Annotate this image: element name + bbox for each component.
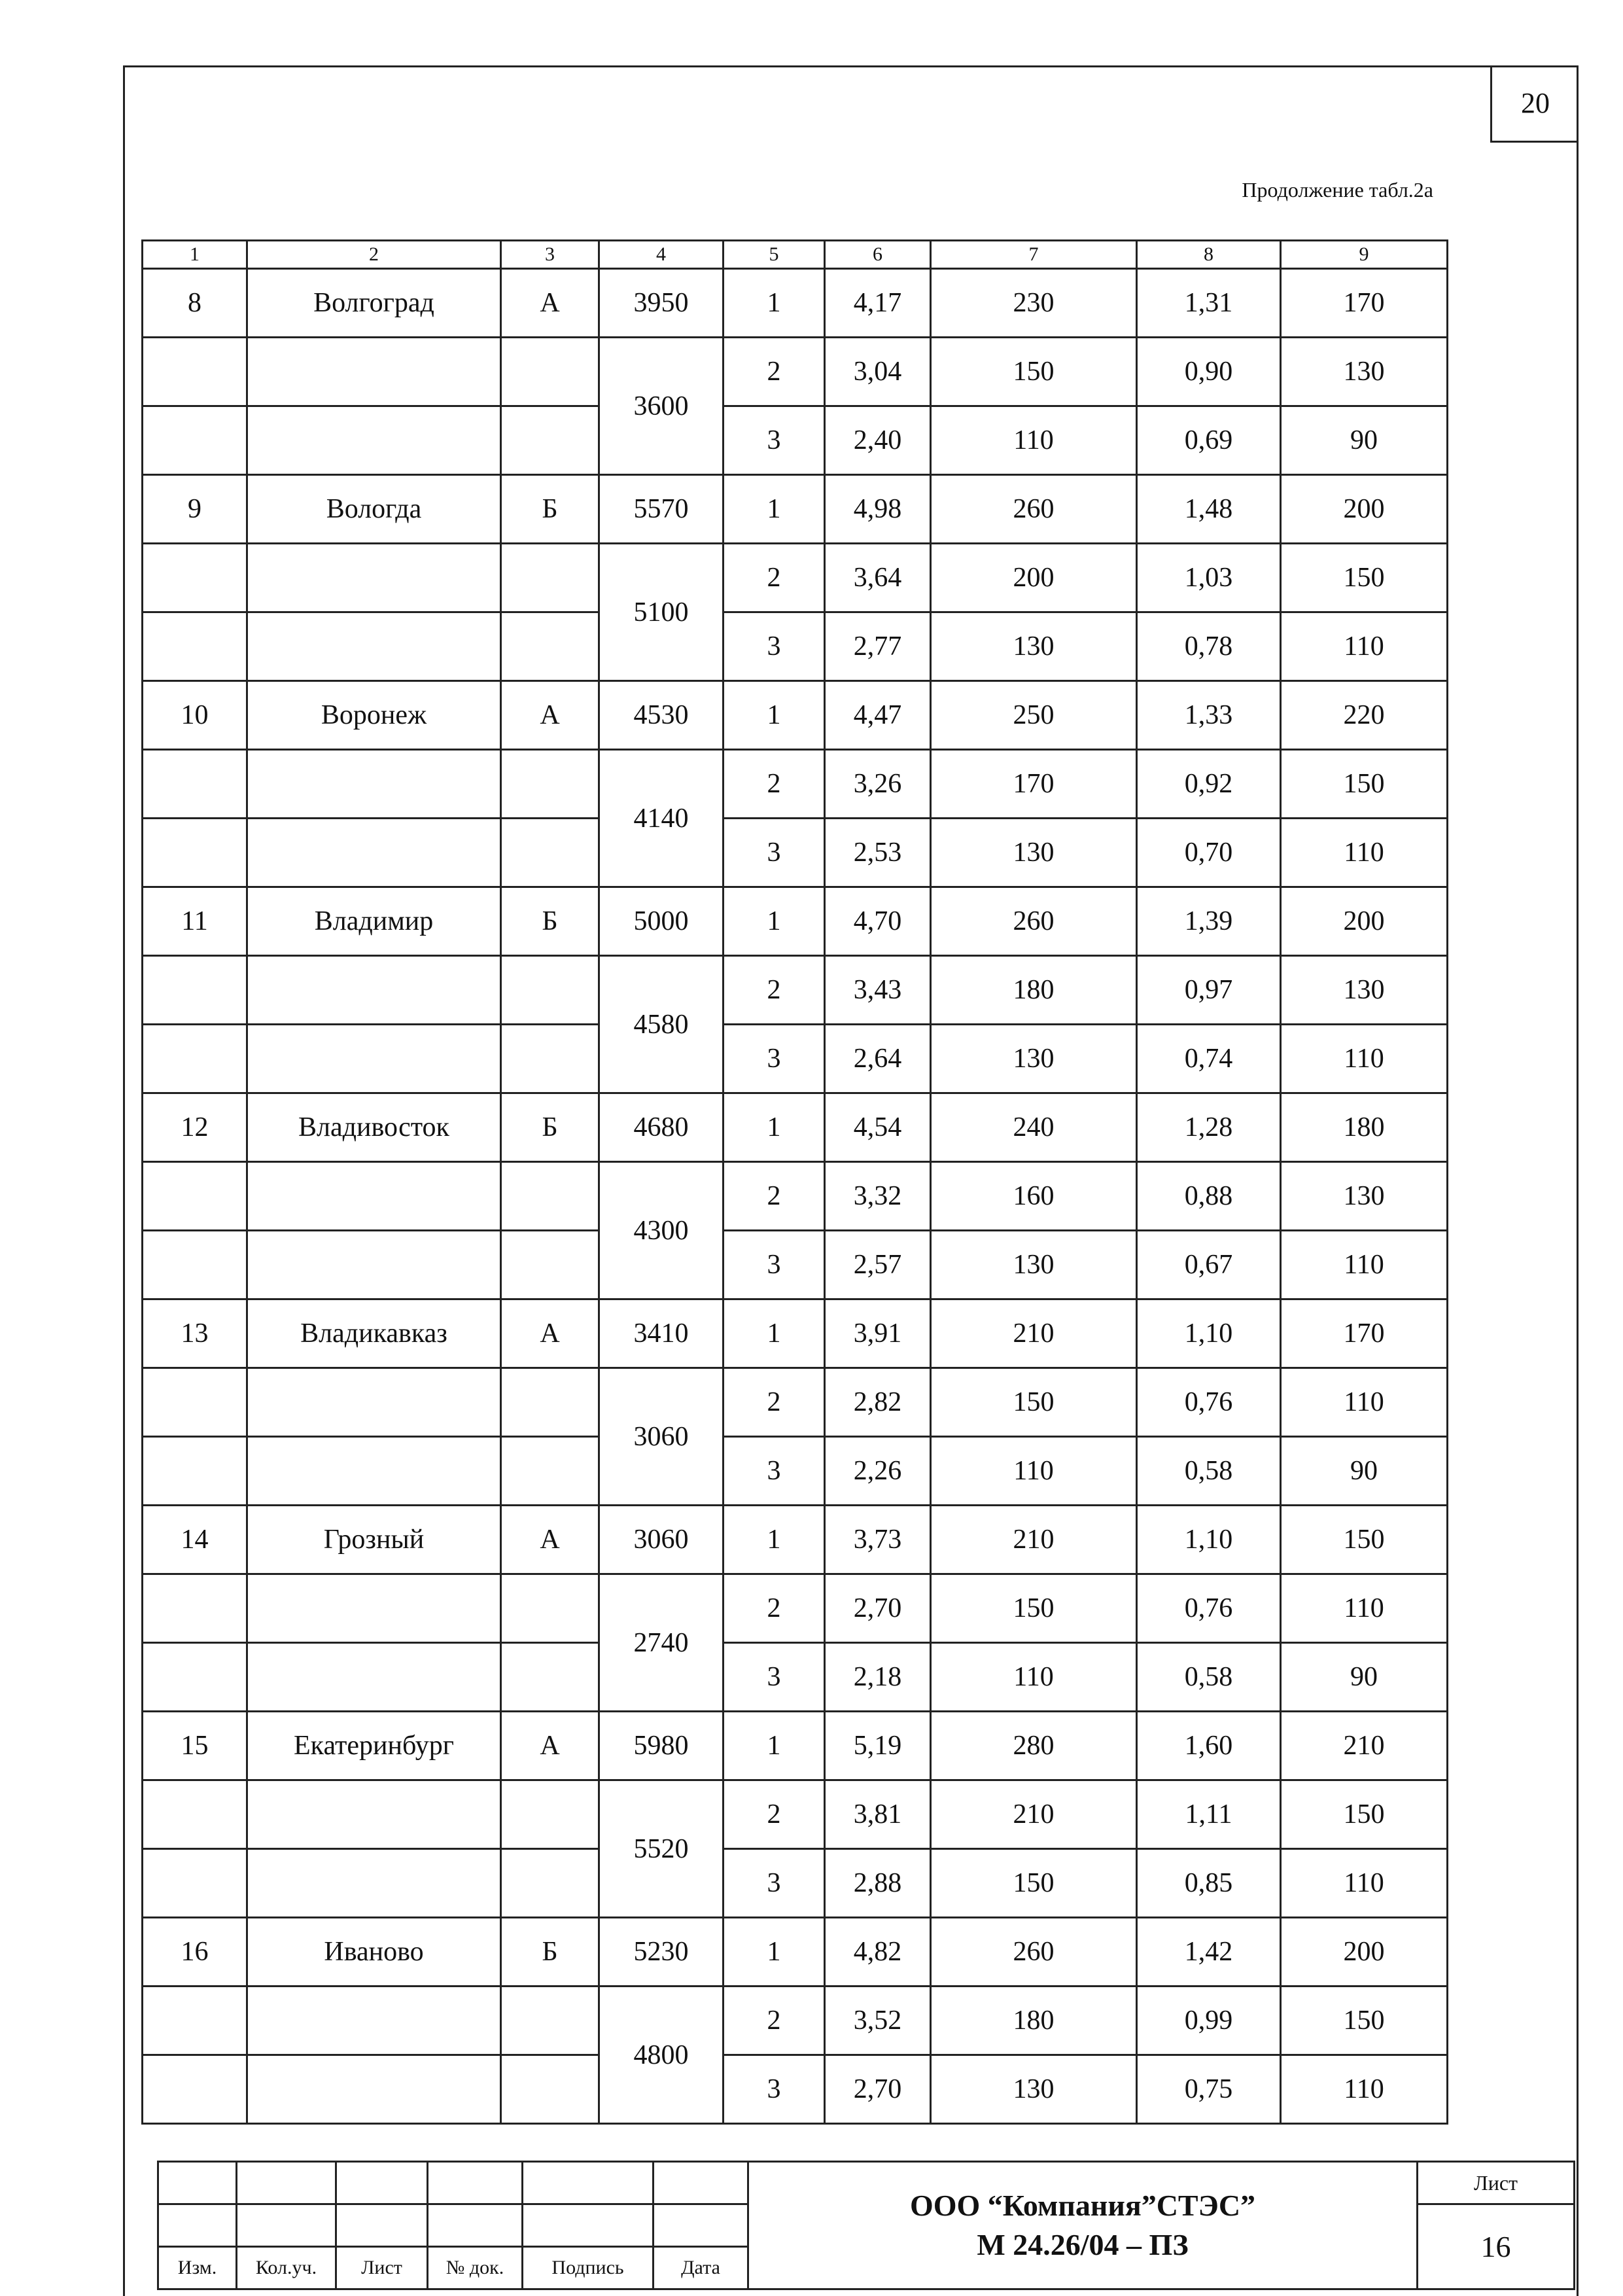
cell-col5: 3 — [724, 819, 825, 887]
row-number-empty — [143, 338, 247, 406]
value-col4: 4530 — [599, 681, 724, 750]
table-row — [143, 1299, 1448, 1368]
cell-col9: 110 — [1281, 612, 1448, 681]
cell-col7: 130 — [931, 1231, 1137, 1299]
cell-col8: 0,97 — [1137, 956, 1281, 1025]
cell-col6: 2,82 — [825, 1368, 931, 1437]
cell-col5: 3 — [724, 1849, 825, 1918]
cell-col8: 0,92 — [1137, 750, 1281, 819]
zone-letter-empty — [501, 1849, 599, 1918]
cell-col9: 150 — [1281, 750, 1448, 819]
column-header: 1 — [143, 241, 247, 269]
cell-col5: 3 — [724, 1231, 825, 1299]
cell-col9: 90 — [1281, 406, 1448, 475]
cell-col5: 1 — [724, 887, 825, 956]
document-code: М 24.26/04 – ПЗ — [977, 2228, 1189, 2261]
column-header: 5 — [724, 241, 825, 269]
sheet-number: 16 — [1418, 2204, 1575, 2289]
cell-col8: 0,69 — [1137, 406, 1281, 475]
header-row — [143, 241, 1448, 269]
cell-col7: 160 — [931, 1162, 1137, 1231]
cell-col9: 130 — [1281, 1162, 1448, 1231]
value-col4: 5100 — [599, 544, 724, 681]
cell-col5: 2 — [724, 750, 825, 819]
zone-letter-empty — [501, 1574, 599, 1643]
cell-col5: 3 — [724, 1437, 825, 1506]
city-name-empty — [247, 1162, 501, 1231]
zone-letter-empty — [501, 1437, 599, 1506]
cell-col9: 110 — [1281, 2055, 1448, 2124]
column-header: 8 — [1137, 241, 1281, 269]
cell-col8: 1,48 — [1137, 475, 1281, 544]
city-name: Владикавказ — [247, 1299, 501, 1368]
value-col4: 4800 — [599, 1987, 724, 2124]
cell-col6: 2,57 — [825, 1231, 931, 1299]
cell-col7: 150 — [931, 338, 1137, 406]
table-row — [143, 269, 1448, 338]
table-row — [143, 1093, 1448, 1162]
value-col4: 5520 — [599, 1780, 724, 1918]
city-name: Грозный — [247, 1506, 501, 1574]
table-row — [143, 1025, 1448, 1093]
zone-letter-empty — [501, 819, 599, 887]
row-number-empty — [143, 1643, 247, 1712]
table-row — [143, 1849, 1448, 1918]
cell-col8: 1,39 — [1137, 887, 1281, 956]
cell-col6: 2,64 — [825, 1025, 931, 1093]
cell-col6: 3,04 — [825, 338, 931, 406]
zone-letter: А — [501, 1506, 599, 1574]
cell-col8: 0,58 — [1137, 1437, 1281, 1506]
cell-col9: 170 — [1281, 269, 1448, 338]
table-row — [143, 406, 1448, 475]
row-number-empty — [143, 544, 247, 612]
city-name-empty — [247, 819, 501, 887]
value-col4: 2740 — [599, 1574, 724, 1712]
zone-letter: Б — [501, 1093, 599, 1162]
cell-col5: 2 — [724, 956, 825, 1025]
zone-letter-empty — [501, 956, 599, 1025]
value-col4: 5980 — [599, 1712, 724, 1780]
row-number: 8 — [143, 269, 247, 338]
row-number-empty — [143, 956, 247, 1025]
cell-col8: 0,78 — [1137, 612, 1281, 681]
cell-col9: 200 — [1281, 475, 1448, 544]
city-name-empty — [247, 1437, 501, 1506]
cell-col7: 130 — [931, 2055, 1137, 2124]
table-row — [143, 1574, 1448, 1643]
cell-col5: 1 — [724, 1506, 825, 1574]
cell-col9: 180 — [1281, 1093, 1448, 1162]
row-number: 13 — [143, 1299, 247, 1368]
cell-col9: 200 — [1281, 887, 1448, 956]
table-row — [143, 1780, 1448, 1849]
stamp-label: Кол.уч. — [237, 2247, 336, 2289]
zone-letter-empty — [501, 338, 599, 406]
cell-col8: 0,70 — [1137, 819, 1281, 887]
cell-col9: 150 — [1281, 544, 1448, 612]
row-number-empty — [143, 750, 247, 819]
stamp-label: Лист — [336, 2247, 428, 2289]
city-name-empty — [247, 1780, 501, 1849]
cell-col5: 2 — [724, 1780, 825, 1849]
cell-col7: 280 — [931, 1712, 1137, 1780]
zone-letter: А — [501, 681, 599, 750]
zone-letter: А — [501, 269, 599, 338]
table-row — [143, 819, 1448, 887]
cell-col7: 130 — [931, 819, 1137, 887]
cell-col6: 2,40 — [825, 406, 931, 475]
cell-col7: 260 — [931, 887, 1137, 956]
zone-letter-empty — [501, 1987, 599, 2055]
cell-col7: 210 — [931, 1506, 1137, 1574]
row-number-empty — [143, 819, 247, 887]
cell-col6: 2,26 — [825, 1437, 931, 1506]
city-name-empty — [247, 750, 501, 819]
table-row — [143, 544, 1448, 612]
table-row — [143, 887, 1448, 956]
row-number-empty — [143, 1025, 247, 1093]
city-name-empty — [247, 2055, 501, 2124]
cell-col5: 1 — [724, 475, 825, 544]
row-number-empty — [143, 1780, 247, 1849]
cell-col6: 3,43 — [825, 956, 931, 1025]
cell-col7: 150 — [931, 1368, 1137, 1437]
cell-col8: 0,74 — [1137, 1025, 1281, 1093]
row-number: 10 — [143, 681, 247, 750]
cell-col8: 1,10 — [1137, 1506, 1281, 1574]
cell-col5: 2 — [724, 1368, 825, 1437]
cell-col9: 210 — [1281, 1712, 1448, 1780]
column-header: 7 — [931, 241, 1137, 269]
cell-col9: 150 — [1281, 1780, 1448, 1849]
cell-col7: 240 — [931, 1093, 1137, 1162]
cell-col9: 110 — [1281, 1849, 1448, 1918]
cell-col8: 0,76 — [1137, 1574, 1281, 1643]
zone-letter: Б — [501, 887, 599, 956]
value-col4: 4680 — [599, 1093, 724, 1162]
cell-col6: 5,19 — [825, 1712, 931, 1780]
table-row — [143, 1162, 1448, 1231]
table-row — [143, 338, 1448, 406]
cell-col8: 1,11 — [1137, 1780, 1281, 1849]
table-row — [143, 1987, 1448, 2055]
cell-col8: 1,60 — [1137, 1712, 1281, 1780]
city-name: Владимир — [247, 887, 501, 956]
row-number-empty — [143, 1162, 247, 1231]
cell-col9: 150 — [1281, 1987, 1448, 2055]
table-row — [143, 1368, 1448, 1437]
cell-col6: 4,82 — [825, 1918, 931, 1987]
cell-col5: 3 — [724, 612, 825, 681]
cell-col7: 110 — [931, 1643, 1137, 1712]
cell-col9: 110 — [1281, 1368, 1448, 1437]
table-row — [143, 956, 1448, 1025]
cell-col8: 0,85 — [1137, 1849, 1281, 1918]
cell-col6: 4,98 — [825, 475, 931, 544]
column-header: 6 — [825, 241, 931, 269]
row-number: 11 — [143, 887, 247, 956]
cell-col5: 3 — [724, 1025, 825, 1093]
zone-letter-empty — [501, 1643, 599, 1712]
city-name-empty — [247, 1231, 501, 1299]
cell-col6: 2,77 — [825, 612, 931, 681]
table-row — [143, 1918, 1448, 1987]
city-name-empty — [247, 544, 501, 612]
column-header: 9 — [1281, 241, 1448, 269]
cell-col8: 0,76 — [1137, 1368, 1281, 1437]
cell-col7: 180 — [931, 956, 1137, 1025]
org-block — [748, 2162, 1418, 2289]
cell-col9: 90 — [1281, 1437, 1448, 1506]
column-header: 4 — [599, 241, 724, 269]
city-name-empty — [247, 956, 501, 1025]
cell-col8: 0,75 — [1137, 2055, 1281, 2124]
row-number: 16 — [143, 1918, 247, 1987]
cell-col6: 2,70 — [825, 1574, 931, 1643]
cell-col6: 2,70 — [825, 2055, 931, 2124]
cell-col7: 250 — [931, 681, 1137, 750]
cell-col7: 180 — [931, 1987, 1137, 2055]
table-row — [143, 1437, 1448, 1506]
cell-col6: 3,73 — [825, 1506, 931, 1574]
cell-col5: 2 — [724, 1987, 825, 2055]
zone-letter: Б — [501, 475, 599, 544]
zone-letter: А — [501, 1299, 599, 1368]
value-col4: 5570 — [599, 475, 724, 544]
cell-col7: 210 — [931, 1780, 1137, 1849]
table-row — [143, 681, 1448, 750]
cell-col8: 1,10 — [1137, 1299, 1281, 1368]
cell-col6: 4,54 — [825, 1093, 931, 1162]
value-col4: 3060 — [599, 1506, 724, 1574]
row-number-empty — [143, 1987, 247, 2055]
zone-letter-empty — [501, 1780, 599, 1849]
row-number-empty — [143, 1231, 247, 1299]
cell-col7: 150 — [931, 1849, 1137, 1918]
cell-col9: 220 — [1281, 681, 1448, 750]
cell-col7: 260 — [931, 475, 1137, 544]
cell-col8: 0,90 — [1137, 338, 1281, 406]
stamp-label: № док. — [428, 2247, 523, 2289]
cell-col8: 1,28 — [1137, 1093, 1281, 1162]
table-row — [143, 1231, 1448, 1299]
city-name-empty — [247, 1025, 501, 1093]
cell-col7: 110 — [931, 406, 1137, 475]
value-col4: 3950 — [599, 269, 724, 338]
table-row — [143, 1643, 1448, 1712]
cell-col6: 4,47 — [825, 681, 931, 750]
row-number-empty — [143, 612, 247, 681]
zone-letter-empty — [501, 612, 599, 681]
value-col4: 5230 — [599, 1918, 724, 1987]
cell-col9: 90 — [1281, 1643, 1448, 1712]
cell-col7: 170 — [931, 750, 1137, 819]
row-number-empty — [143, 1849, 247, 1918]
cell-col9: 110 — [1281, 819, 1448, 887]
stamp-label: Подпись — [523, 2247, 654, 2289]
city-name-empty — [247, 1849, 501, 1918]
value-col4: 3060 — [599, 1368, 724, 1506]
cell-col8: 1,03 — [1137, 544, 1281, 612]
cell-col5: 3 — [724, 2055, 825, 2124]
city-name: Воронеж — [247, 681, 501, 750]
cell-col8: 0,88 — [1137, 1162, 1281, 1231]
cell-col8: 1,33 — [1137, 681, 1281, 750]
zone-letter-empty — [501, 1231, 599, 1299]
cell-col7: 230 — [931, 269, 1137, 338]
zone-letter-empty — [501, 2055, 599, 2124]
column-header: 2 — [247, 241, 501, 269]
cell-col8: 0,67 — [1137, 1231, 1281, 1299]
cell-col7: 130 — [931, 1025, 1137, 1093]
city-name: Иваново — [247, 1918, 501, 1987]
cell-col9: 150 — [1281, 1506, 1448, 1574]
data-table — [141, 239, 1448, 2125]
column-header: 3 — [501, 241, 599, 269]
table-row — [143, 1506, 1448, 1574]
page-number: 20 — [1490, 65, 1579, 143]
city-name-empty — [247, 1643, 501, 1712]
value-col4: 3410 — [599, 1299, 724, 1368]
cell-col7: 110 — [931, 1437, 1137, 1506]
cell-col6: 2,18 — [825, 1643, 931, 1712]
cell-col5: 1 — [724, 1299, 825, 1368]
zone-letter-empty — [501, 1368, 599, 1437]
cell-col5: 2 — [724, 338, 825, 406]
cell-col9: 200 — [1281, 1918, 1448, 1987]
row-number-empty — [143, 1437, 247, 1506]
cell-col5: 1 — [724, 1712, 825, 1780]
cell-col6: 3,26 — [825, 750, 931, 819]
row-number: 12 — [143, 1093, 247, 1162]
value-col4: 4580 — [599, 956, 724, 1093]
value-col4: 3600 — [599, 338, 724, 475]
city-name-empty — [247, 338, 501, 406]
cell-col6: 3,32 — [825, 1162, 931, 1231]
city-name: Владивосток — [247, 1093, 501, 1162]
cell-col7: 200 — [931, 544, 1137, 612]
cell-col6: 3,81 — [825, 1780, 931, 1849]
table-row — [143, 1712, 1448, 1780]
cell-col5: 2 — [724, 1574, 825, 1643]
title-block — [157, 2161, 1575, 2290]
row-number: 9 — [143, 475, 247, 544]
cell-col9: 110 — [1281, 1574, 1448, 1643]
cell-col9: 110 — [1281, 1231, 1448, 1299]
cell-col9: 130 — [1281, 956, 1448, 1025]
value-col4: 5000 — [599, 887, 724, 956]
cell-col6: 4,17 — [825, 269, 931, 338]
cell-col7: 150 — [931, 1574, 1137, 1643]
organization-name: ООО “Компания”СТЭС” — [909, 2189, 1256, 2222]
stamp-label: Дата — [654, 2247, 748, 2289]
row-number: 14 — [143, 1506, 247, 1574]
cell-col5: 1 — [724, 269, 825, 338]
cell-col5: 1 — [724, 1093, 825, 1162]
zone-letter-empty — [501, 750, 599, 819]
cell-col6: 3,91 — [825, 1299, 931, 1368]
zone-letter-empty — [501, 406, 599, 475]
cell-col9: 110 — [1281, 1025, 1448, 1093]
row-number-empty — [143, 406, 247, 475]
row-number-empty — [143, 1368, 247, 1437]
cell-col9: 130 — [1281, 338, 1448, 406]
cell-col5: 1 — [724, 681, 825, 750]
zone-letter-empty — [501, 544, 599, 612]
table-row — [143, 612, 1448, 681]
zone-letter: Б — [501, 1918, 599, 1987]
sheet-label: Лист — [1418, 2162, 1575, 2204]
row-number-empty — [143, 2055, 247, 2124]
city-name-empty — [247, 1574, 501, 1643]
city-name-empty — [247, 406, 501, 475]
cell-col8: 0,99 — [1137, 1987, 1281, 2055]
zone-letter-empty — [501, 1162, 599, 1231]
city-name-empty — [247, 1987, 501, 2055]
cell-col8: 1,31 — [1137, 269, 1281, 338]
cell-col8: 1,42 — [1137, 1918, 1281, 1987]
cell-col7: 260 — [931, 1918, 1137, 1987]
table-caption: Продолжение табл.2а — [1242, 178, 1433, 202]
cell-col6: 3,64 — [825, 544, 931, 612]
row-number: 15 — [143, 1712, 247, 1780]
table-row — [143, 750, 1448, 819]
cell-col6: 3,52 — [825, 1987, 931, 2055]
cell-col7: 130 — [931, 612, 1137, 681]
value-col4: 4300 — [599, 1162, 724, 1299]
cell-col5: 3 — [724, 1643, 825, 1712]
table-row — [143, 475, 1448, 544]
city-name-empty — [247, 1368, 501, 1437]
city-name: Екатеринбург — [247, 1712, 501, 1780]
zone-letter-empty — [501, 1025, 599, 1093]
cell-col5: 2 — [724, 1162, 825, 1231]
value-col4: 4140 — [599, 750, 724, 887]
cell-col7: 210 — [931, 1299, 1137, 1368]
zone-letter: А — [501, 1712, 599, 1780]
stamp-label: Изм. — [158, 2247, 237, 2289]
cell-col6: 2,88 — [825, 1849, 931, 1918]
cell-col9: 170 — [1281, 1299, 1448, 1368]
table-row — [143, 2055, 1448, 2124]
cell-col8: 0,58 — [1137, 1643, 1281, 1712]
city-name-empty — [247, 612, 501, 681]
cell-col5: 1 — [724, 1918, 825, 1987]
city-name: Волгоград — [247, 269, 501, 338]
cell-col6: 2,53 — [825, 819, 931, 887]
cell-col5: 2 — [724, 544, 825, 612]
cell-col6: 4,70 — [825, 887, 931, 956]
row-number-empty — [143, 1574, 247, 1643]
city-name: Вологда — [247, 475, 501, 544]
cell-col5: 3 — [724, 406, 825, 475]
